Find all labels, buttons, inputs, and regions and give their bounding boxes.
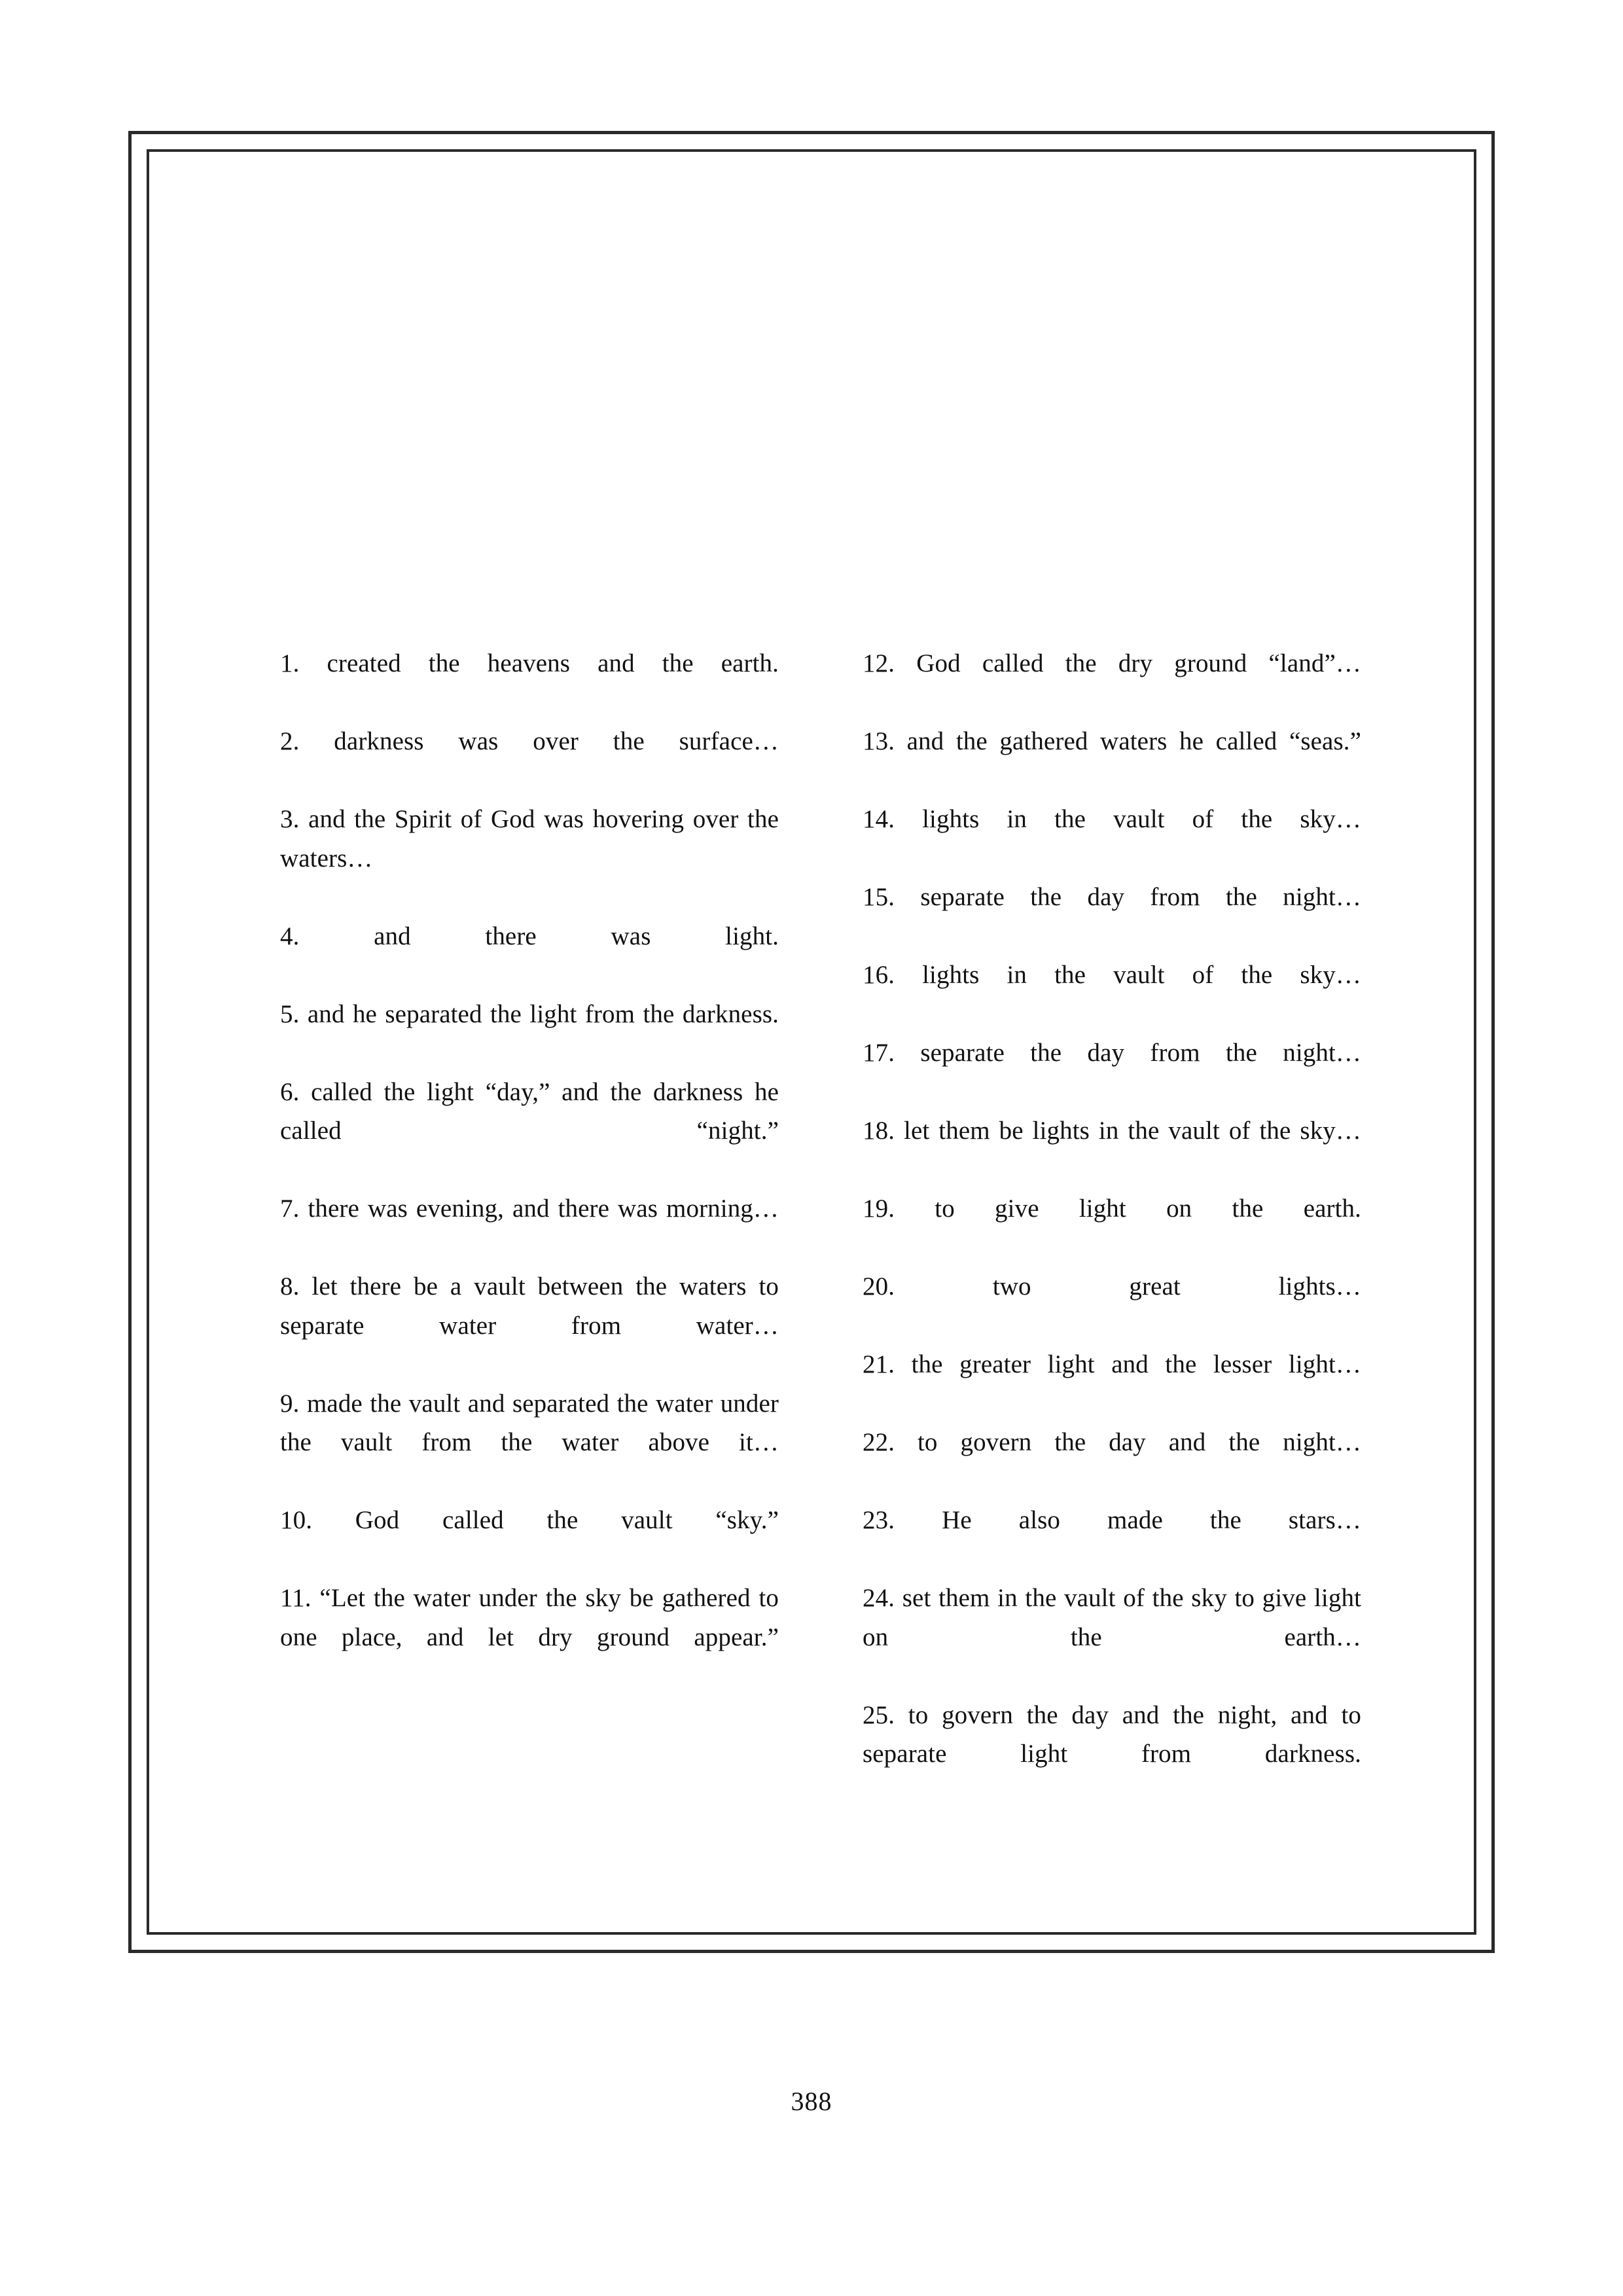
- verse-line: 9. made the vault and separated the water under the vault from the water above it…: [280, 1389, 779, 1456]
- verse-line: 21. the greater light and the lesser light…: [863, 1350, 1361, 1378]
- verse-line: 7. there was evening, and there was morning…: [280, 1194, 779, 1223]
- text-column-right: [863, 644, 1361, 1812]
- verse-line: 3. and the Spirit of God was hovering over the waters…: [280, 805, 779, 872]
- verse-line: 17. separate the day from the night…: [863, 1039, 1361, 1067]
- verse-line: 22. to govern the day and the night…: [863, 1428, 1361, 1456]
- verse-line: 23. He also made the stars…: [863, 1506, 1361, 1534]
- two-column-layout: [280, 644, 1361, 1812]
- text-column-left: [280, 644, 779, 1696]
- verse-line: 19. to give light on the earth.: [863, 1194, 1361, 1223]
- page-number: 388: [791, 2087, 832, 2116]
- verse-line: 15. separate the day from the night…: [863, 883, 1361, 911]
- page-text-body: [280, 644, 1361, 1812]
- verse-line: 8. let there be a vault between the waters to separate water from water…: [280, 1272, 779, 1340]
- verse-line: 25. to govern the day and the night, and to separate light from darkness.: [863, 1700, 1361, 1768]
- verse-line: 24. set them in the vault of the sky to give light on the earth…: [863, 1584, 1361, 1651]
- verse-line: 1. created the heavens and the earth.: [280, 649, 779, 677]
- verse-line: 20. two great lights…: [863, 1272, 1361, 1300]
- verse-line: 11. “Let the water under the sky be gathered to one place, and let dry ground appear.”: [280, 1584, 779, 1651]
- verse-line: 18. let them be lights in the vault of the sky…: [863, 1117, 1361, 1145]
- verse-line: 10. God called the vault “sky.”: [280, 1506, 779, 1534]
- verse-line: 5. and he separated the light from the darkness.: [280, 999, 779, 1028]
- verse-line: 6. called the light “day,” and the darkness he called “night.”: [280, 1077, 779, 1145]
- verse-line: 4. and there was light.: [280, 922, 779, 950]
- verse-line: 16. lights in the vault of the sky…: [863, 961, 1361, 989]
- verse-line: 14. lights in the vault of the sky…: [863, 805, 1361, 833]
- verse-line: 2. darkness was over the surface…: [280, 727, 779, 755]
- verse-line: 13. and the gathered waters he called “seas.”: [863, 727, 1361, 755]
- verse-line: 12. God called the dry ground “land”…: [863, 649, 1361, 677]
